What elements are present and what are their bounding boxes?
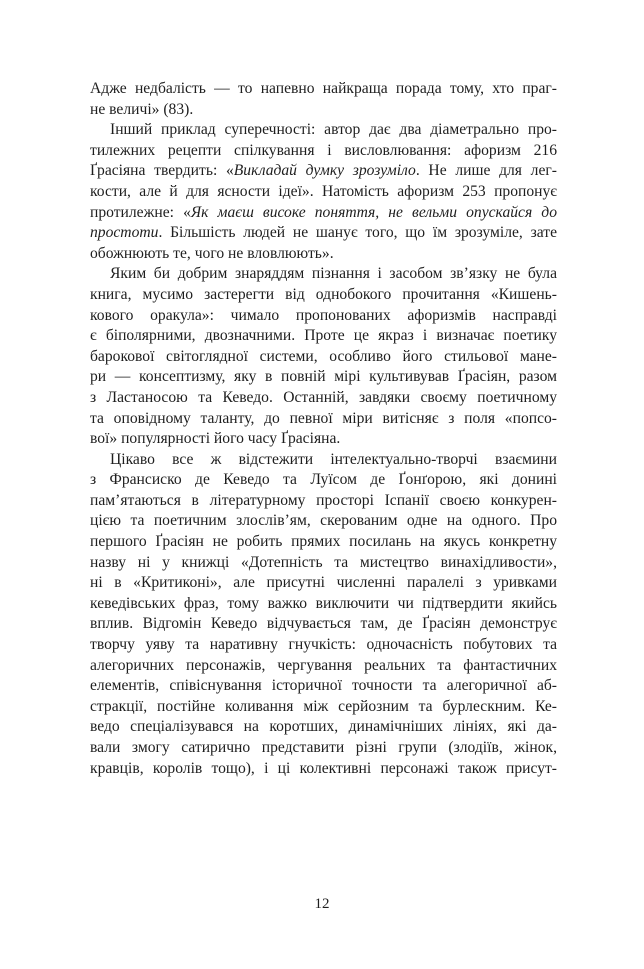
text-span: ведо спеціалізувався на коротших, динамічніших лініях, які да- — [90, 718, 557, 736]
text-line — [90, 429, 557, 450]
text-span: книга, мусимо застерегти від однобокого прочитання «Кишень- — [90, 285, 557, 303]
text-line — [90, 738, 557, 759]
text-line — [90, 697, 557, 718]
text-line — [90, 120, 557, 141]
text-span: барокової світоглядної системи, особливо його стильової мане- — [90, 347, 557, 365]
text-span: творчу уяву та наративну гнучкість: одночасність побутових та — [90, 636, 557, 654]
text-line — [90, 635, 557, 656]
text-line — [90, 388, 557, 409]
text-span: обожнюють те, чого не вловлюють». — [90, 244, 334, 262]
text-span: протилежне: « — [90, 203, 191, 221]
text-line — [90, 306, 557, 327]
text-span: Інший приклад суперечності: автор дає два діаметрально про- — [110, 121, 557, 139]
text-span: з Франсиско де Кеведо та Луїсом де Ґонґорою, які донині — [90, 471, 557, 489]
text-span: пам’ятаються в літературному просторі Іспанії своєю конкурен- — [90, 491, 557, 509]
text-line — [90, 141, 557, 162]
italic-quote: Як маєш високе поняття, не вельми опускайся до — [190, 203, 557, 221]
text-span: Адже недбалість — то напевно найкраща порада тому, хто праг- — [90, 80, 557, 97]
text-span: вої» популярності його часу Ґрасіяна. — [90, 430, 341, 448]
text-span: Ґрасіяна твердить: « — [90, 162, 234, 180]
text-span: кеведівських фраз, тому важко виключити чи підтвердити якийсь — [90, 594, 557, 612]
text-line — [90, 182, 557, 203]
text-line — [90, 553, 557, 574]
text-span: алегоричних персонажів, чергування реальних та фантастичних — [90, 656, 557, 674]
text-span: цією та поетичним злослів’ям, скерованим одне на одного. Про — [90, 512, 557, 530]
page-number: 12 — [314, 896, 330, 912]
text-line — [90, 491, 557, 512]
text-span: назву ні у книжці «Дотепність та мистецтво винахідливости», — [90, 553, 557, 571]
text-span: кового оракула»: чимало пропонованих афоризмів насправді — [90, 306, 557, 324]
text-span: Яким би добрим знаряддям пізнання і засобом зв’язку не була — [110, 265, 557, 283]
text-line — [90, 79, 557, 100]
text-span: кости, але й для ясности ідеї». Натомість афоризм 253 пропонує — [90, 182, 557, 200]
text-line — [90, 223, 557, 244]
text-line — [90, 614, 557, 635]
text-span: . Не лише для лег- — [415, 162, 557, 180]
text-span: є біполярними, двозначними. Проте це якраз і визначає поетику — [90, 327, 557, 345]
text-span: стракції, постійне коливання між серйозним та бурлескним. Ке- — [90, 697, 557, 715]
text-line — [90, 470, 557, 491]
text-line — [90, 759, 557, 780]
text-span: ри — консептизму, яку в повній мірі культивував Ґрасіян, разом — [90, 368, 557, 386]
italic-quote: простоти — [90, 224, 159, 242]
text-line — [90, 450, 557, 471]
text-span: та оповідному таланту, до певної міри витісняє з поля «попсо- — [90, 409, 557, 427]
text-line — [90, 285, 557, 306]
text-span: елементів, співіснування історичної точности та алегоричної аб- — [90, 677, 557, 695]
text-line — [90, 264, 557, 285]
italic-quote: Викладай думку зрозуміло — [233, 162, 416, 180]
text-line — [90, 203, 557, 224]
text-span: не величі» (83). — [90, 100, 194, 118]
text-span: вплив. Відгомін Кеведо відчувається там, де Ґрасіян демонструє — [90, 615, 557, 633]
text-line — [90, 717, 557, 738]
text-span: Цікаво все ж відстежити інтелектуально-творчі взаємини — [110, 450, 557, 468]
text-line — [90, 367, 557, 388]
text-line — [90, 326, 557, 347]
text-span: вали змогу сатирично представити різні групи (злодіїв, жінок, — [90, 739, 557, 756]
text-line — [90, 347, 557, 368]
text-line — [90, 511, 557, 532]
text-line — [90, 676, 557, 697]
text-line — [90, 244, 557, 265]
text-span: . Більшість людей не шанує того, що їм зрозуміле, зате — [158, 224, 557, 242]
body-text — [90, 79, 557, 779]
text-span: першого Ґрасіян не робить прямих посилань на якусь конкретну — [90, 533, 557, 551]
text-line — [90, 532, 557, 553]
text-line — [90, 656, 557, 677]
text-line — [90, 594, 557, 615]
text-span: з Ластаносою та Кеведо. Останній, завдяки своєму поетичному — [90, 388, 557, 406]
text-line — [90, 409, 557, 430]
text-span: ні в «Критиконі», але присутні численні паралелі з уривками — [90, 574, 557, 592]
text-line — [90, 100, 557, 121]
text-line — [90, 573, 557, 594]
text-line — [90, 161, 557, 182]
text-span: кравців, королів тощо), і ці колективні персонажі також присут- — [90, 759, 557, 777]
text-span: тилежних рецепти спілкування і висловлювання: афоризм 216 — [90, 141, 557, 159]
